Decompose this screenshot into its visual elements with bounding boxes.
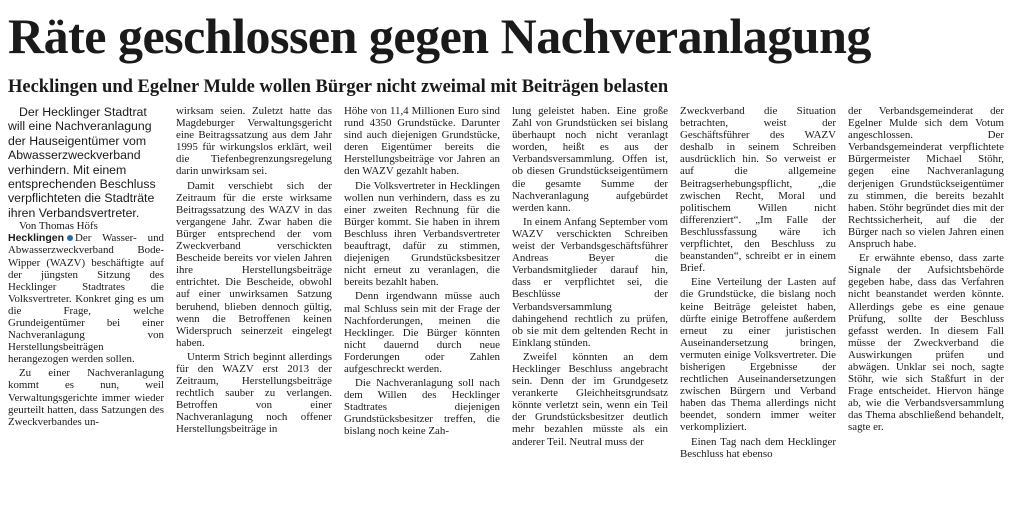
headline: Räte geschlossen gegen Nachveranlagung <box>8 8 871 64</box>
body-paragraph: Zweifel könnten an dem Hecklinger Beschluss angebracht sein. Denn der im Grundgesetz verankerte Gleichheitsgrundsatz könnte verletzt sein, wenn ein Teil der Grundstücksbesitzer deutlich mehr bezahlen müsste als ein anderer Teil. Neutral muss der <box>512 350 668 448</box>
body-paragraph: Er erwähnte ebenso, dass zarte Signale der Aufsichtsbehörde gegeben habe, dass das Verfahren nicht beanstandet werden könnte. Allerdings gebe es eine genaue Prüfung, sollte der Beschluss gefasst werden. In diesem Fall müsse der Zweckverband die Auswirkungen prüfen und abwägen. Unklar sei noch, sagte Stöhr, wie sich Staßfurt in der Frage entscheidet. Hiervon hänge ab, wie die Verbandsversammlung das Thema abschließend behandelt, sagte er. <box>848 252 1004 434</box>
body-paragraph: Zweckverband die Situation betrachten, weist der Geschäftsführer des WAZV deshalb in seinem Schreiben ausdrücklich hin. So verweist er auf die allgemeine Beitragserhebungspflicht, „die zwischen Recht, Moral und politischem Willen nicht differenziert“. „Im Falle der Beschlussfassung wäre ich verpflichtet, den Beschluss zu beanstanden“, schreibt er in einem Brief. <box>680 105 836 275</box>
body-paragraph: Unterm Strich beginnt allerdings für den WAZV erst 2013 der Zeitraum, Herstellungsbeiträge rechtlich sauber zu verlangen. Betroffen von einer Nachveranlagung noch offener Herstellungsbeiträge in <box>176 350 332 436</box>
body-paragraph: Denn irgendwann müsse auch mal Schluss sein mit der Frage der Nachforderungen, meinen die Hecklinger. Die Bürger könnten nicht dauernd durch neue Forderungen oder Zahlen aufgeschreckt werden. <box>344 290 500 375</box>
column-3 <box>344 105 500 513</box>
body-paragraph: Die Nachveranlagung soll nach dem Willen des Hecklinger Stadtrates diejenigen Grundstücksbesitzer treffen, die bislang noch keine Zah- <box>344 377 500 438</box>
body-paragraph: Zu einer Nachveranlagung kommt es nun, weil Verwaltungsgerichte immer wieder geurteilt hatten, dass Satzungen des Zweckverbandes un- <box>8 367 164 428</box>
body-paragraph: lung geleistet haben. Eine große Zahl von Grundstücken sei bislang überhaupt noch nicht veranlagt worden, heißt es aus der Verbandsversammlung. Offen ist, ob diesen Grundstückseigentümern die gesamte Summe der Nachveranlagung aufgebürdet werden kann. <box>512 105 668 214</box>
column-4 <box>512 105 668 513</box>
body-paragraph: Die Volksvertreter in Hecklingen wollen nun verhindern, dass es zu einer zweiten Rechnung für die Bürger kommt. Sie haben in ihrem Beschluss ihren Verbandsvertreter beauftragt, dafür zu stimmen, diejenigen Grundstücksbesitzer nicht erneut zu veranlagen, die bereits bezahlt haben. <box>344 179 500 289</box>
body-paragraph: Damit verschiebt sich der Zeitraum für die erste wirksame Beitragssatzung des WAZV in das vergangene Jahr. Zwar haben die Bürger entsprechend der vom Zweckverband verschickten Bescheide bereits vor vielen Jahren ihre Herstellungsbeiträge entrichtet. Die Bescheide, obwohl auf einer unwirksamen Satzung beruhend, blieben dennoch gültig, wenn die Betroffenen keinen Widerspruch seinerzeit eingelegt haben. <box>176 179 332 349</box>
column-1 <box>8 105 164 513</box>
column-2 <box>176 105 332 513</box>
body-paragraph: wirksam seien. Zuletzt hatte das Magdeburger Verwaltungsgericht eine Beitragssatzung aus dem Jahr 1995 für wirkungslos erklärt, weil die Tiefenbegrenzungsregelung darin unwirksam sei. <box>176 105 332 178</box>
body-paragraph <box>8 232 164 365</box>
body-paragraph: Eine Verteilung der Lasten auf die Grundstücke, die bislang noch keine Beiträge geleistet haben, dürfte einige Betroffene außerdem erneut zu einer juristischen Auseinandersetzung bringen, vermuten einige Volksvertreter. Die bisherigen Ergebnisse der rechtlichen Auseinandersetzungen zwischen Bürgern und Verband haben das Thema allerdings nicht beendet, sondern immer weiter verkompliziert. <box>680 276 836 434</box>
dateline-bullet-icon <box>67 235 73 241</box>
subheadline: Hecklingen und Egelner Mulde wollen Bürger nicht zweimal mit Beiträgen belasten <box>8 77 669 97</box>
paragraph-text: Der Wasser- und Abwasserzweckverband Bode-Wipper (WAZV) beschäftigte auf der jüngsten Sitzung des Hecklinger Stadtrates die Volksvertreter. Konkret ging es um die Frage, welche Grundeigentümer bei einer Nachveranlagung von Herstellungsbeiträgen herangezogen werden sollen. <box>8 232 164 366</box>
dateline: Hecklingen <box>8 232 65 245</box>
body-paragraph: In einem Anfang September vom WAZV verschickten Schreiben weist der Verbandsgeschäftsführer Andreas Beyer die Verbandsmitglieder darauf hin, dass er verpflichtet sei, die Beschlüsse der Verbandsversammlung dahingehend rechtlich zu prüfen, ob sie mit dem geltenden Recht in Einklang stünden. <box>512 215 668 349</box>
body-paragraph: Einen Tag nach dem Hecklinger Beschluss hat ebenso <box>680 435 836 460</box>
column-5 <box>680 105 836 513</box>
body-paragraph: der Verbandsgemeinderat der Egelner Mulde sich dem Votum angeschlossen. Der Verbandsgemeinderat verpflichtete Bürgermeister Michael Stöhr, gegen eine Nachveranlagung derjenigen Grundstückseigentümer zu stimmen, die bereits bezahlt haben. Stöhr begründet dies mit der Rechtssicherheit, auf die der Bürger nach so vielen Jahren einen Anspruch habe. <box>848 105 1004 251</box>
body-paragraph: Höhe von 11,4 Millionen Euro sind rund 4350 Grundstücke. Darunter sind auch diejenigen Grundstücke, deren Eigentümer bereits die Herstellungsbeiträge vor Jahren an den WAZV gezahlt haben. <box>344 105 500 178</box>
intro-paragraph: Der Hecklinger Stadtrat will eine Nachveranlagung der Hauseigentümer vom Abwasserzweckverband verhindern. Mit einem entsprechenden Beschluss verpflichteten die Stadträte ihren Verbandsvertreter. <box>8 105 156 220</box>
column-6 <box>848 105 1004 513</box>
byline: Von Thomas Höfs <box>19 220 98 233</box>
